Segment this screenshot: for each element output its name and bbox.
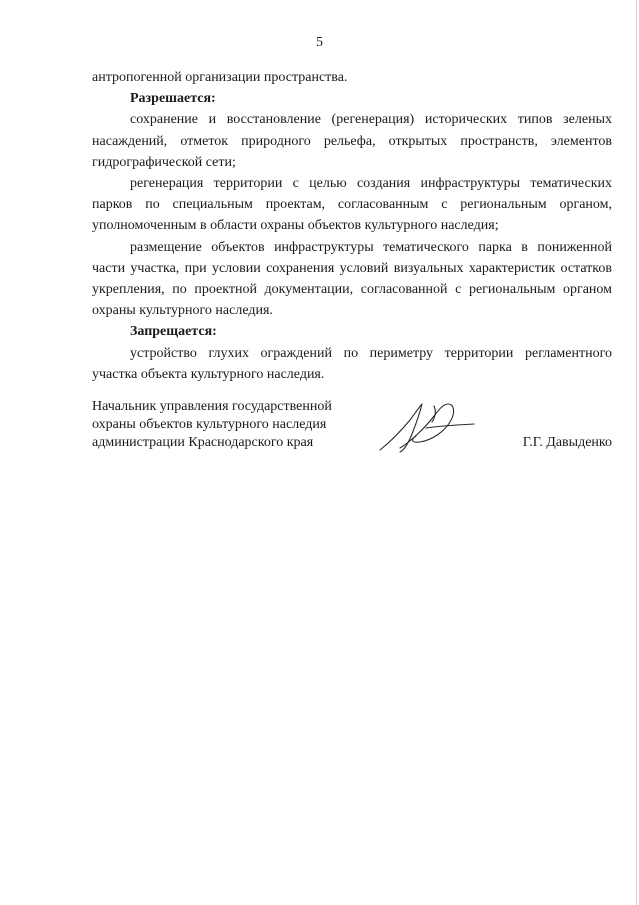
document-body	[92, 67, 612, 385]
scan-edge-line	[636, 0, 637, 905]
paragraph-allowed-2: регенерация территории с целью создания инфраструктуры тематических парков по специальным проектам, согласованным с региональным органом, уполномоченным в области охраны объектов культурного наследия;	[92, 176, 612, 234]
page-number: 5	[316, 35, 323, 50]
heading-prohibited: Запрещается:	[130, 324, 217, 340]
signatory-name: Г.Г. Давыденко	[522, 435, 612, 450]
paragraph-allowed-1: сохранение и восстановление (регенерация) исторических типов зеленых насаждений, отметок природного рельефа, открытых пространств, элементов гидрографической сети;	[92, 112, 612, 170]
handwritten-signature	[370, 398, 480, 458]
paragraph-prohibited-1: устройство глухих ограждений по периметру территории регламентного участка объекта культурного наследия.	[92, 345, 612, 382]
signatory-title-line: Начальник управления государственной	[92, 399, 332, 414]
signatory-title-line: охраны объектов культурного наследия	[92, 417, 327, 432]
signatory-title-line: администрации Краснодарского края	[92, 435, 314, 450]
paragraph-allowed-3: размещение объектов инфраструктуры тематического парка в пониженной части участка, при условии сохранения условий визуальных характеристик остатков укрепления, по проектной документации, согласованной с региональным органом охраны культурного наследия.	[92, 239, 612, 319]
signature-block	[92, 398, 612, 468]
paragraph-continuation: антропогенной организации пространства.	[92, 70, 348, 85]
heading-allowed: Разрешается:	[130, 91, 216, 107]
signatory-title	[92, 398, 372, 452]
